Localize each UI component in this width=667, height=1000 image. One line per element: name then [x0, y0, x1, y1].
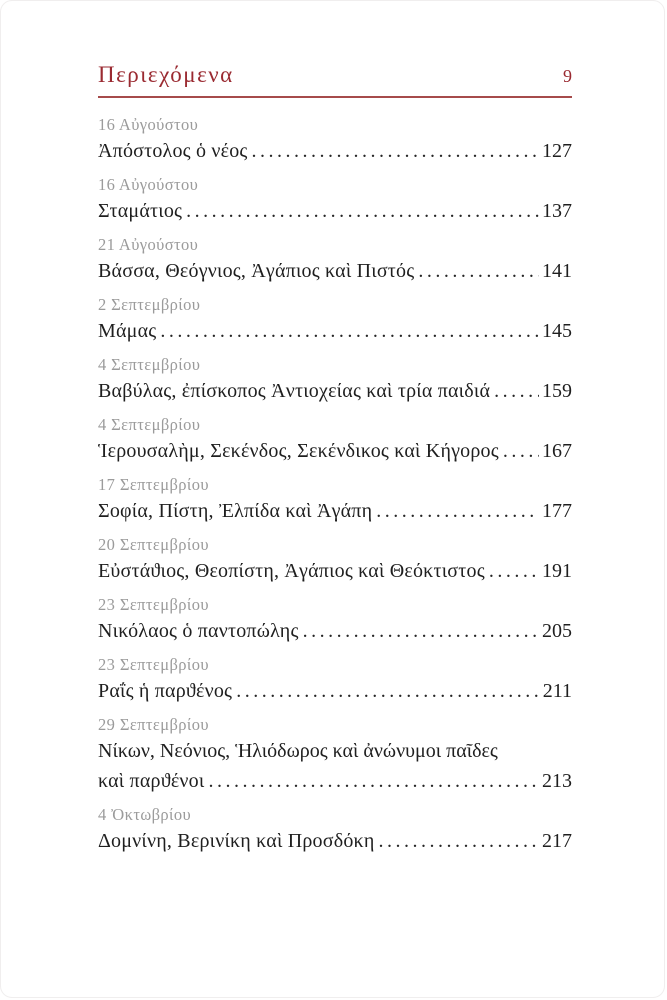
toc-entry-title-row [98, 196, 572, 226]
toc-entry-title-row [98, 256, 572, 286]
page-header [98, 61, 572, 98]
toc-entry [98, 654, 572, 706]
dot-leader [186, 196, 539, 226]
toc-entry-page-number: 211 [542, 680, 572, 702]
toc-entry-title: Νικόλαος ὁ παντοπώλης [98, 620, 299, 642]
dot-leader [252, 136, 539, 166]
toc-entry-title: Εὐστάϑιος, Θεοπίστη, Ἀγάπιος καὶ Θεόκτιστος [98, 560, 485, 582]
toc-entry-date: 4 Σεπτεμβρίου [98, 415, 201, 434]
toc-entry-page-number: 191 [542, 560, 572, 582]
toc-entry-page-number: 127 [542, 140, 572, 162]
toc-entry-date: 21 Αὐγούστου [98, 235, 199, 254]
toc-entry-title-row [98, 376, 572, 406]
toc-entry [98, 804, 572, 856]
toc-entry-page-number: 213 [542, 770, 572, 792]
toc-entry-title: Βαβύλας, ἐπίσκοπος Ἀντιοχείας καὶ τρία παιδιά [98, 380, 491, 402]
toc-entry-title: Σταμάτιος [98, 200, 183, 222]
toc-entry-title: Δομνίνη, Βερινίκη καὶ Προσδόκη [98, 830, 375, 852]
toc-entry-title-first-line: Νίκων, Νεόνιος, Ἡλιόδωρος καὶ ἀνώνυμοι παῖδες [98, 740, 498, 762]
toc-entry-title: καὶ παρϑένοι [98, 770, 205, 792]
dot-leader [376, 496, 539, 526]
dot-leader [489, 556, 539, 586]
toc-entry-page-number: 145 [542, 320, 572, 342]
dot-leader [160, 316, 539, 346]
toc-entry-page-number: 205 [542, 620, 572, 642]
toc-entry-page-number: 167 [542, 440, 572, 462]
toc-entry-title-row [98, 766, 572, 796]
dot-leader [303, 616, 539, 646]
toc-entry [98, 714, 572, 796]
toc-entry-date: 17 Σεπτεμβρίου [98, 475, 209, 494]
toc-entry-date: 23 Σεπτεμβρίου [98, 655, 209, 674]
toc-entry [98, 294, 572, 346]
dot-leader [494, 376, 539, 406]
toc-entry-date: 4 Σεπτεμβρίου [98, 355, 201, 374]
toc-entry-title-row [98, 676, 572, 706]
toc-entry [98, 114, 572, 166]
toc-entry-page-number: 177 [542, 500, 572, 522]
toc-entry-page-number: 159 [542, 380, 572, 402]
toc-entry-title: Βάσσα, Θεόγνιος, Ἀγάπιος καὶ Πιστός [98, 260, 415, 282]
toc-entry-date: 4 Ὀκτωβρίου [98, 805, 192, 824]
folio-page-number: 9 [563, 66, 572, 86]
toc-entry-title-row [98, 616, 572, 646]
dot-leader [418, 256, 539, 286]
toc-entry [98, 474, 572, 526]
toc-entry-date: 23 Σεπτεμβρίου [98, 595, 209, 614]
toc-entry [98, 414, 572, 466]
toc-entry-title-row [98, 136, 572, 166]
toc-entry-page-number: 137 [542, 200, 572, 222]
toc-entry-title-row [98, 316, 572, 346]
toc-entry-date: 16 Αὐγούστου [98, 115, 199, 134]
toc-entry-title: Ραΐς ἡ παρϑένος [98, 680, 233, 702]
page-title: Περιεχόμενα [98, 62, 234, 87]
toc-entry-title-row [98, 496, 572, 526]
toc-entry-date: 29 Σεπτεμβρίου [98, 715, 209, 734]
toc-entry-page-number: 217 [542, 830, 572, 852]
toc-entry [98, 234, 572, 286]
toc-list [98, 114, 572, 856]
dot-leader [379, 826, 540, 856]
toc-entry [98, 174, 572, 226]
toc-entry-title-row [98, 826, 572, 856]
toc-entry-date: 16 Αὐγούστου [98, 175, 199, 194]
toc-entry [98, 534, 572, 586]
dot-leader [503, 436, 539, 466]
toc-entry-date: 2 Σεπτεμβρίου [98, 295, 201, 314]
toc-entry-title: Ἀπόστολος ὁ νέος [98, 140, 248, 162]
toc-entry-date: 20 Σεπτεμβρίου [98, 535, 209, 554]
dot-leader [208, 766, 539, 796]
dot-leader [236, 676, 540, 706]
toc-entry-title: Σοφία, Πίστη, Ἐλπίδα καὶ Ἀγάπη [98, 500, 373, 522]
toc-entry-title-row [98, 436, 572, 466]
toc-entry-page-number: 141 [542, 260, 572, 282]
toc-entry [98, 354, 572, 406]
page-content [98, 1, 572, 864]
toc-entry-title: Μάμας [98, 320, 157, 342]
toc-entry [98, 594, 572, 646]
toc-entry-title: Ἱερουσαλὴμ, Σεκένδος, Σεκένδικος καὶ Κήγορος [98, 440, 499, 462]
toc-entry-title-row [98, 556, 572, 586]
